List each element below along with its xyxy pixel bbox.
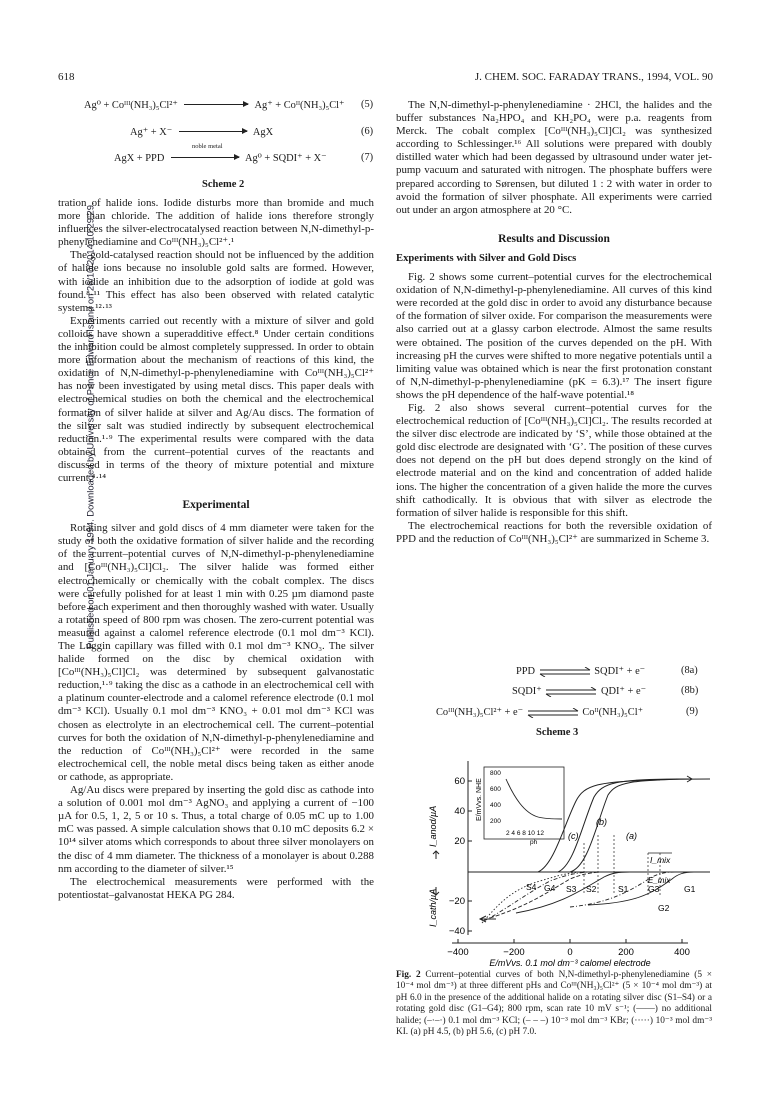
right-paragraph-3: Fig. 2 also shows several current–potential curves for the electrochemical reduction of [Coᴵᴵᴵ(NH₃)₅Cl]Cl₂. The results recorded at the silver disc electrode are indicated by ‘S’, while those obtained at the gold disc electrode are designated with ‘G’. The position of these curves does not depend on the pH but does depend strongly on the kind of electrode material and on the kind and concentration of added halide ions. The higher the concentration of a given halide the more the curves shift cathodically. It is obvious that with silver as electrode the formation of silver halide is responsible for this shift.	[396, 401, 712, 519]
x-tick-400: 400	[674, 947, 690, 958]
curve-g4	[484, 872, 588, 921]
eq7-arrow	[171, 157, 239, 158]
eq7-right: Ag⁰ + SQDI⁺ + X⁻	[244, 153, 327, 164]
curve-label-c: (c)	[568, 831, 579, 841]
x-tick-200: 200	[618, 947, 634, 958]
left-column	[58, 197, 374, 902]
eq5-left: Ag⁰ + Coᴵᴵᴵ(NH₃)₅Cl²⁺	[84, 100, 178, 111]
caption-label: Fig. 2	[396, 970, 421, 980]
imix-label: I_mix	[650, 855, 671, 865]
label-g3: G3	[648, 884, 660, 894]
eq6-arrow	[179, 131, 247, 132]
curve-s3	[490, 872, 600, 918]
inset-tick-600: 600	[490, 786, 501, 793]
eq8a-left: PPD	[516, 666, 536, 677]
eq7-over-label: noble metal	[192, 143, 223, 150]
inset-tick-800: 800	[490, 770, 501, 777]
caption-text: Current–potential curves of both N,N-dimethyl-p-phenylenediamine (5 × 10⁻⁴ mol dm⁻³) at three different pHs and Coᴵᴵᴵ(NH₃)₅Cl²⁺ (5 × 10⁻⁴ mol dm⁻³) at pH 6.0 in the presence of the additional halide on a rotating silver disc (S1–S4) or a rotating gold disc (G1–G4); 800 rpm, scan rate 10 mV s⁻¹; (——) no additional halide; (–·–·) 0.1 mol dm⁻³ KCl; (– – –) 10⁻³ mol dm⁻³ KBr; (·····) 10⁻³ mol dm⁻³ KI. (a) pH 4.5, (b) pH 5.6, (c) pH 7.0.	[396, 970, 712, 1038]
eq8a-number: (8a)	[681, 665, 698, 676]
left-paragraph-2: The gold-catalysed reaction should not be influenced by the addition of halide ions because no insoluble gold salts are formed. However, with iodide an inhibition due to the adsorption of iodide at gold was found.⁸·¹¹ This effect has also been observed with related catalytic systems.¹²·¹³	[58, 249, 374, 314]
inset-tick-200: 200	[490, 818, 501, 825]
inset-x-label: ph	[530, 839, 538, 846]
label-s4: S4	[526, 882, 537, 892]
x-axis-label: E/mVvs. 0.1 mol dm⁻³ calomel electrode	[489, 958, 651, 968]
eq7-number: (7)	[361, 152, 374, 163]
inset-x-ticks: 2 4 6 8 10 12	[506, 830, 544, 837]
x-tick-minus-200: −200	[503, 947, 525, 958]
scheme-3-label: Scheme 3	[536, 727, 579, 738]
x-tick-0: 0	[567, 947, 573, 958]
left-paragraph-4: Rotating silver and gold discs of 4 mm diameter were taken for the study of both the oxidative formation of silver halide and the recording of the current–potential curves of N,N-dimethyl-p-phenylenediamine and [Coᴵᴵᴵ(NH₃)₅Cl]Cl₂. The silver halide was formed either electrochemically or chemically with the cobalt complex. The discs were carefully polished for at least 1 min with 0.25 µm diamond paste before each experiment and then thoroughly washed with water. Usually a rotation speed of 800 rpm was chosen. The zero-current potential was measured against a calomel reference electrode (0.1 mol dm⁻³ KCl). The Luggin capillary was filled with 0.1 mol dm⁻³ KNO₃. The silver halide formed on the disc by chemical oxidation with [Coᴵᴵᴵ(NH₃)₅Cl]Cl₂ was determined by subsequent galvanostatic reduction,¹·⁹ taking the disc as a cathode in an electrochemical cell with a platinum counter-electrode and a calomel reference electrode (0.1 mol dm⁻³ KCl). Usually 0.1 mol dm⁻³ KNO₃ + 0.01 mol dm⁻³ KCl was chosen as electrolyte in an electrochemical cell. The current–potential curves for both the oxidation of N,N-dimethyl-p-phenylenediamine and the reduction of Coᴵᴵᴵ(NH₃)₅Cl²⁺ were recorded in the same electrochemical cell, the noble metal discs being taken as either anode or cathode, as appropriate.	[58, 522, 374, 783]
right-column	[396, 99, 712, 546]
label-g4: G4	[544, 883, 556, 893]
right-paragraph-1: The N,N-dimethyl-p-phenylenediamine · 2HCl, the halides and the buffer substances Na₂HPO₄ and KH₂PO₄ were p.a. reagents from Merck. The cobalt complex [Coᴵᴵᴵ(NH₃)₅Cl]Cl₂ was synthesized according to Schlessinger.¹⁶ All solutions were prepared with doubly distilled water which had been degassed by ultrasound under water jet-pump vacuum and saturated with nitrogen. The phosphate buffers were prepared according to Sørensen, but diluted 1 : 2 with water in order to avoid the formation of silver phosphate. All experiments were carried out under an argon atmosphere at 20 °C.	[396, 99, 712, 216]
label-s3: S3	[566, 884, 577, 894]
eq6-right: AgX	[252, 127, 274, 138]
left-paragraph-1: tration of halide ions. Iodide disturbs more than bromide and much more than chloride. The addition of halide ions therefore strongly influences the silver-electrocatalysed reaction between N,N-dimethyl-p-phenylenediamine and Coᴵᴵᴵ(NH₃)₅Cl²⁺.¹	[58, 197, 374, 249]
equilibrium-arrow-icon	[526, 708, 580, 718]
scheme-2-label: Scheme 2	[202, 179, 245, 190]
y-label-cathodic: I_cath/µA	[428, 888, 438, 927]
scan-direction-arrow-icon	[676, 776, 692, 782]
y-tick-minus-40: −40	[448, 926, 465, 937]
figure-2-plot	[420, 755, 720, 968]
eq5-arrow	[184, 104, 248, 105]
right-paragraph-2: Fig. 2 shows some current–potential curves for the electrochemical oxidation of N,N-dimethyl-p-phenylenediamine. All curves of this kind were recorded at the gold disc in order to avoid any disturbance because of the formation of silver oxide. For comparison the measurements were also carried out at a glassy carbon electrode. Almost the same results were obtained. The position of the curves depended on the pH. With increasing pH the curves were shifted to more negative potentials until a limiting value was obtained which is near the first protonation constant of N,N-dimethyl-p-phenylenediamine (pK = 6.3).¹⁷ The insert figure shows the pH dependence of the half-wave potential.¹⁸	[396, 271, 712, 401]
y-label-anodic: I_anod/µA	[428, 805, 438, 847]
curve-a	[570, 779, 710, 872]
page-number: 618	[58, 71, 75, 83]
equilibrium-arrow-icon	[544, 687, 598, 697]
download-notice: Published on 01 January 1994. Downloaded by University of Prince Edward Island on 26/10/2014 10:29:29.	[84, 202, 96, 649]
results-heading: Results and Discussion	[498, 232, 610, 245]
journal-header: J. CHEM. SOC. FARADAY TRANS., 1994, VOL. 90	[474, 71, 713, 83]
eq9-number: (9)	[686, 706, 699, 717]
left-paragraph-6: The electrochemical measurements were performed with the potentiostat–galvanostat HEKA PG 284.	[58, 875, 374, 901]
eq8b-number: (8b)	[681, 685, 699, 696]
label-g2: G2	[658, 903, 670, 913]
curve-label-a: (a)	[626, 831, 637, 841]
eq9-right: Coᴵᴵ(NH₃)₅Cl⁺	[582, 707, 644, 718]
eq9-left: Coᴵᴵᴵ(NH₃)₅Cl²⁺ + e⁻	[436, 707, 524, 718]
inset-tick-400: 400	[490, 802, 501, 809]
left-paragraph-5: Ag/Au discs were prepared by inserting the gold disc as cathode into a solution of 0.001 mol dm⁻³ AgNO₃ and applying a current of −100 µA for 0.5, 1, 2, 5 or 10 s. Thus, a total charge of 0.05 mC up to 1.00 mC was passed. A simple calculation shows that 0.10 mC deposits 6.2 × 10¹⁴ silver atoms which corresponds to about three silver monolayers on the disc of 4 mm diameter. The thickness of a monolayer is about 0.288 nm according to the diameter of silver.¹⁵	[58, 784, 374, 875]
inset-y-label: E/mVvs. NHE	[476, 778, 483, 821]
eq5-number: (5)	[361, 99, 374, 110]
y-tick-minus-20: −20	[448, 896, 465, 907]
eq6-number: (6)	[361, 126, 374, 137]
silver-gold-subheading: Experiments with Silver and Gold Discs	[396, 252, 577, 264]
y-tick-40: 40	[454, 806, 465, 817]
label-s1: S1	[618, 884, 629, 894]
eq7-left: AgX + PPD	[114, 153, 165, 164]
eq8a-right: SQDI⁺ + e⁻	[594, 666, 646, 677]
y-tick-60: 60	[454, 776, 465, 787]
scheme-3	[436, 665, 712, 755]
left-paragraph-3: Experiments carried out recently with a mixture of silver and gold colloids have shown a superadditive effect.⁸ Under certain conditions the inhibition could be almost completely suppressed. In order to obtain more information about the mechanism of reactions of this kind, the oxidation of N,N-dimethyl-p-phenylenediamine with Coᴵᴵᴵ(NH₃)₅Cl²⁺ has now been investigated by using metal discs. This paper deals with electrochemical studies on both the chemical and the electrochemical formation of silver halide at silver and Ag/Au discs. The formation of the silver salt was studied indirectly by subsequent electrochemical reduction.¹·⁹ The experimental results were compared with the data obtained from the current–potential curves of the reactants and discussed in terms of the theory of mixture potential and mixture current.⁴·¹⁴	[58, 314, 374, 484]
equilibrium-arrow-icon	[538, 667, 592, 677]
x-tick-minus-400: −400	[447, 947, 469, 958]
experimental-heading: Experimental	[182, 499, 250, 512]
emix-label: E_mix	[648, 876, 671, 885]
eq8b-right: QDI⁺ + e⁻	[600, 686, 647, 697]
curve-label-b: (b)	[596, 817, 607, 827]
y-tick-20: 20	[454, 836, 465, 847]
eq8b-left: SQDI⁺	[512, 686, 542, 697]
up-arrow-icon	[433, 851, 439, 859]
label-s2: S2	[586, 884, 597, 894]
label-g1: G1	[684, 884, 696, 894]
eq5-right: Ag⁺ + Coᴵᴵ(NH₃)₅Cl⁺	[254, 100, 345, 111]
eq6-left: Ag⁺ + X⁻	[130, 127, 173, 138]
right-paragraph-4: The electrochemical reactions for both the reversible oxidation of PPD and the reduction of Coᴵᴵᴵ(NH₃)₅Cl²⁺ are summarized in Scheme 3.	[396, 519, 712, 545]
figure-2-caption	[396, 970, 712, 1038]
